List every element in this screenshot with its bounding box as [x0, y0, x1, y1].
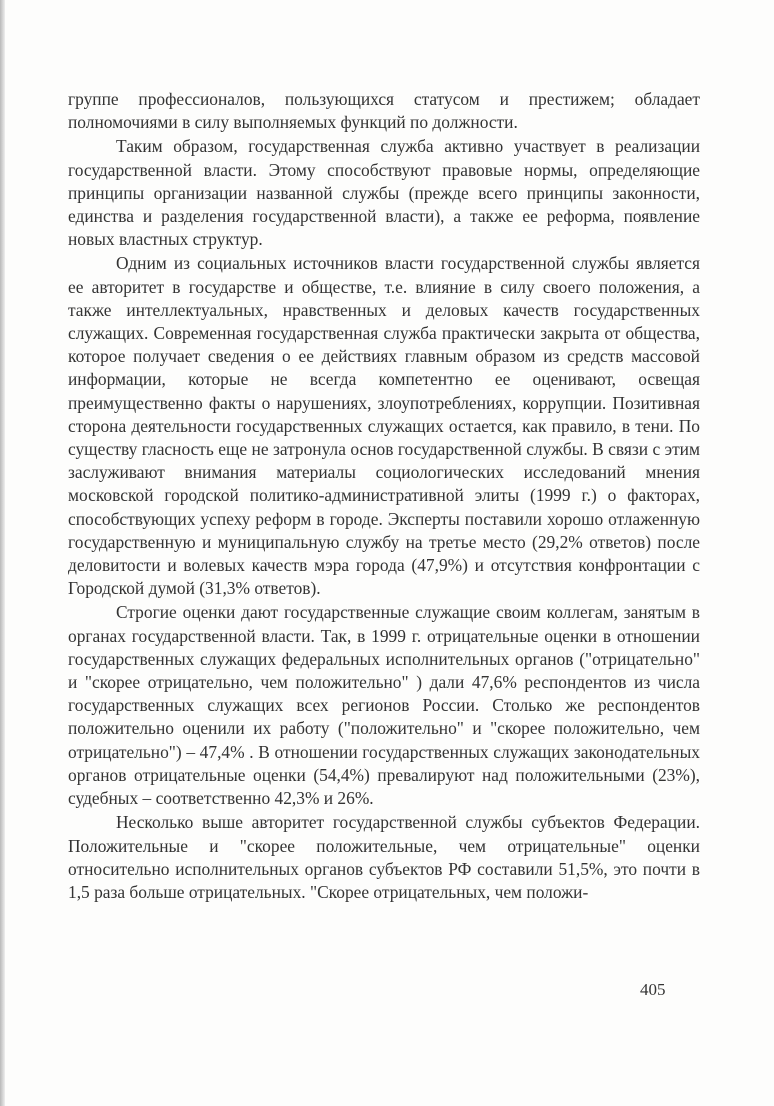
- paragraph: Таким образом, государственная служба активно участвует в реализации государственной власти. Этому способствуют правовые нормы, определяющие принципы организации названной службы (прежде всего принципы законности, единства и разделения государственной власти), а также ее реформа, появление новых властных структур.: [68, 136, 700, 250]
- paragraph: Одним из социальных источников власти государственной службы является ее авторитет в государстве и обществе, т.е. влияние в силу своего положения, а также интеллектуальных, нравственных и деловых качеств государственных служащих. Современная государственная служба практически закрыта от общества, которое получает сведения о ее действиях главным образом из средств массовой информации, которые не всегда компетентно ее оценивают, освещая преимущественно факты о нарушениях, злоупотреблениях, коррупции. Позитивная сторона деятельности государственных служащих остается, как правило, в тени. По существу гласность еще не затронула основ государственной службы. В связи с этим заслуживают внимания материалы социологических исследований мнения московской городской политико-административной элиты (1999 г.) о факторах, способствующих успеху реформ в городе. Эксперты поставили хорошо отлаженную государственную и муниципальную службу на третье место (29,2% ответов) после деловитости и волевых качеств мэра города (47,9%) и отсутствия конфронтации с Городской думой (31,3% ответов).: [68, 253, 700, 599]
- scan-edge-shadow: [0, 0, 5, 1106]
- body-text: [68, 88, 700, 904]
- page-number: 405: [640, 980, 666, 999]
- paragraph: Несколько выше авторитет государственной службы субъектов Федерации. Положительные и "скорее положительные, чем отрицательные" оценки относительно исполнительных органов субъектов РФ составили 51,5%, это почти в 1,5 раза больше отрицательных. "Скорее отрицательных, чем положи-: [68, 812, 700, 902]
- paragraph: Строгие оценки дают государственные служащие своим коллегам, занятым в органах государственной власти. Так, в 1999 г. отрицательные оценки в отношении государственных служащих федеральных исполнительных органов ("отрицательно" и "скорее отрицательно, чем положительно" ) дали 47,6% респондентов из числа государственных служащих всех регионов России. Столько же респондентов положительно оценили их работу ("положительно" и "скорее положительно, чем отрицательно") – 47,4% . В отношении государственных служащих законодательных органов отрицательные оценки (54,4%) превалируют над положительными (23%), судебных – соответственно 42,3% и 26%.: [68, 602, 700, 809]
- paragraph-continuation: группе профессионалов, пользующихся статусом и престижем; обладает полномочиями в силу выполняемых функций по должности.: [68, 89, 700, 133]
